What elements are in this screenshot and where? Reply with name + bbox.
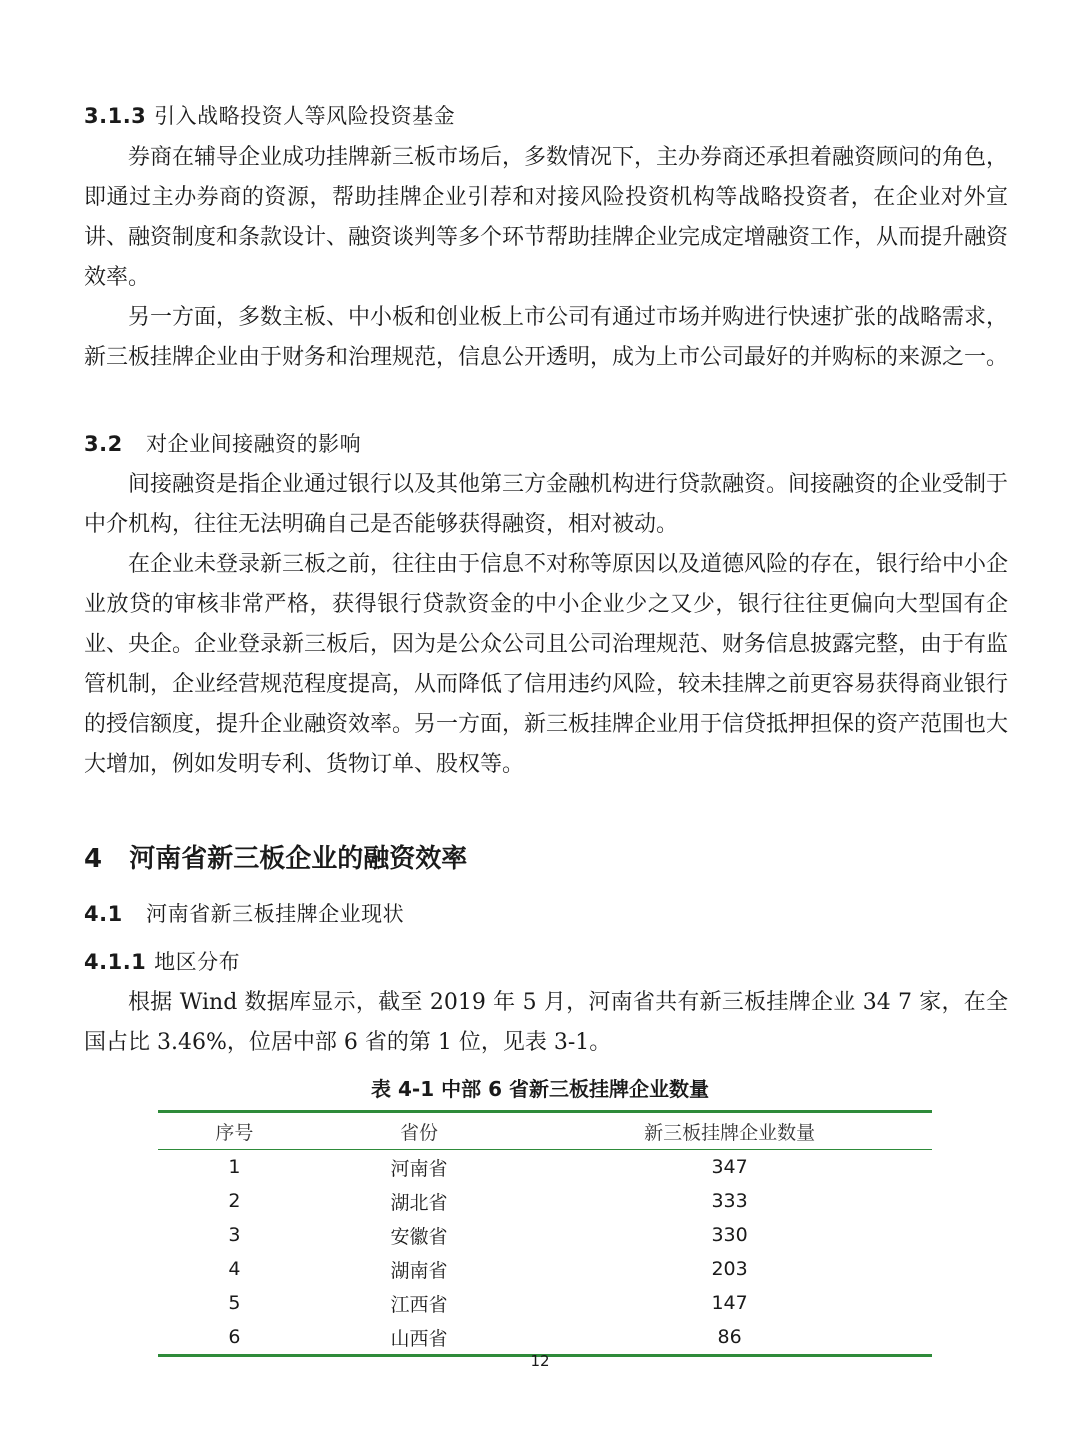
table-caption: 表 4-1 中部 6 省新三板挂牌企业数量: [371, 1077, 709, 1101]
header-province: 省份: [311, 1112, 527, 1150]
table-row: [158, 1320, 932, 1356]
cell-index: 2: [228, 1190, 241, 1212]
paragraph-2: 另一方面，多数主板、中小板和创业板上市公司有通过市场并购进行快速扩张的战略需求，新三板挂牌企业由于财务和治理规范，信息公开透明，成为上市公司最好的并购标的来源之一。: [84, 305, 1009, 370]
table-row: [158, 1184, 932, 1218]
heading-4-1-1: 4.1.1 地区分布: [84, 950, 241, 974]
cell-count: 330: [711, 1224, 748, 1246]
cell-index: 5: [228, 1292, 241, 1314]
cell-province: 河南省: [390, 1157, 448, 1180]
paragraph-4: 在企业未登录新三板之前，往往由于信息不对称等原因以及道德风险的存在，银行给中小企业放贷的审核非常严格，获得银行贷款资金的中小企业少之又少，银行往往更偏向大型国有企业、央企。企业登录新三板后，因为是公众公司且公司治理规范、财务信息披露完整，由于有监管机制，企业经营规范程度提高，从而降低了信用违约风险，较未挂牌之前更容易获得商业银行的授信额度，提升企业融资效率。另一方面，新三板挂牌企业用于信贷抵押担保的资产范围也大大增加，例如发明专利、货物订单、股权等。: [84, 552, 1009, 777]
paragraph-5: 根据 Wind 数据库显示，截至 2019 年 5 月，河南省共有新三板挂牌企业 34 7 家，在全国占比 3.46%，位居中部 6 省的第 1 位，见表 3-1。: [84, 990, 1008, 1055]
province-table: [158, 1110, 932, 1357]
cell-index: 1: [228, 1156, 241, 1178]
heading-3-1-3: 3.1.3 引入战略投资人等风险投资基金: [84, 104, 456, 128]
cell-province: 山西省: [390, 1327, 448, 1350]
heading-4-1: 4.1 河南省新三板挂牌企业现状: [84, 902, 405, 926]
cell-province: 安徽省: [390, 1225, 448, 1248]
heading-3-2: 3.2 对企业间接融资的影响: [84, 432, 362, 456]
header-count: 新三板挂牌企业数量: [527, 1112, 932, 1150]
cell-count: 347: [711, 1156, 748, 1178]
header-index: 序号: [158, 1112, 311, 1150]
cell-index: 4: [228, 1258, 241, 1280]
cell-index: 6: [228, 1326, 241, 1348]
table-header-row: [158, 1112, 932, 1150]
paragraph-1: 券商在辅导企业成功挂牌新三板市场后，多数情况下，主办券商还承担着融资顾问的角色，即通过主办券商的资源，帮助挂牌企业引荐和对接风险投资机构等战略投资者，在企业对外宣讲、融资制度和条款设计、融资谈判等多个环节帮助挂牌企业完成定增融资工作，从而提升融资效率。: [84, 145, 1009, 290]
cell-count: 86: [717, 1326, 742, 1348]
paragraph-3: 间接融资是指企业通过银行以及其他第三方金融机构进行贷款融资。间接融资的企业受制于中介机构，往往无法明确自己是否能够获得融资，相对被动。: [84, 472, 1009, 537]
cell-count: 333: [711, 1190, 748, 1212]
table-row: [158, 1252, 932, 1286]
table-row: [158, 1286, 932, 1320]
cell-count: 203: [711, 1258, 748, 1280]
cell-province: 江西省: [390, 1293, 448, 1316]
table-row: [158, 1150, 932, 1185]
cell-province: 湖北省: [390, 1191, 448, 1214]
cell-index: 3: [228, 1224, 241, 1246]
table-row: [158, 1218, 932, 1252]
cell-count: 147: [711, 1292, 748, 1314]
heading-4: 4 河南省新三板企业的融资效率: [84, 844, 468, 874]
cell-province: 湖南省: [390, 1259, 448, 1282]
page-number: 12: [530, 1352, 550, 1370]
